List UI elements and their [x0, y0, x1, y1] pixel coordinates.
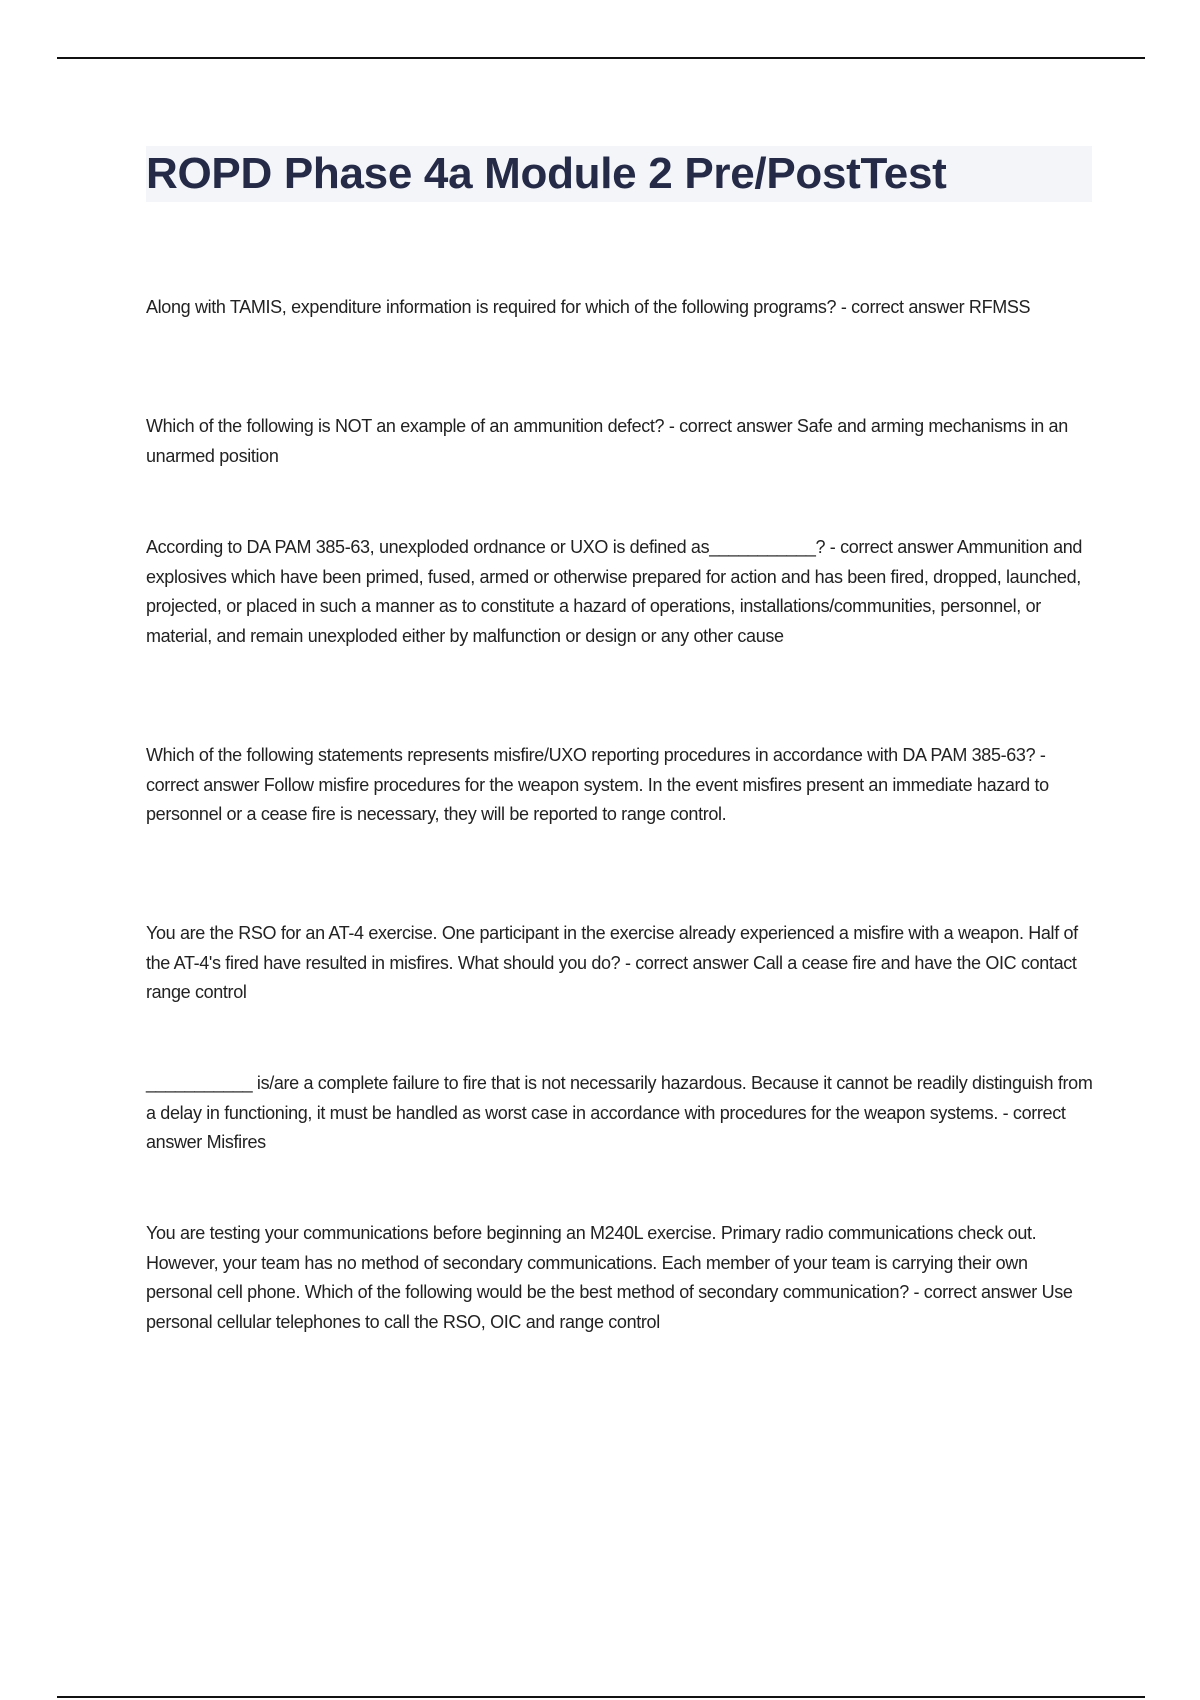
- qa-item: You are testing your communications before beginning an M240L exercise. Primary radio communications check out. However, your team has no method of secondary communications. Each member of your team is carrying their own personal cell phone. Which of the following would be the best method of secondary communication? - correct answer Use personal cellular telephones to call the RSO, OIC and range control: [146, 1223, 1073, 1332]
- page-title: ROPD Phase 4a Module 2 Pre/PostTest: [146, 149, 947, 198]
- footer-rule: [57, 1696, 1145, 1698]
- qa-item: You are the RSO for an AT-4 exercise. One participant in the exercise already experienced a misfire with a weapon. Half of the AT-4's fired have resulted in misfires. What should you do? - correct answer Call a cease fire and have the OIC contact range control: [146, 923, 1078, 1002]
- header-rule: [57, 57, 1145, 59]
- qa-item: According to DA PAM 385-63, unexploded ordnance or UXO is defined as___________? - correct answer Ammunition and explosives which have been primed, fused, armed or otherwise prepared for action and has been fired, dropped, launched, projected, or placed in such a manner as to constitute a hazard of operations, installations/communities, personnel, or material, and remain unexploded either by malfunction or design or any other cause: [146, 537, 1083, 646]
- qa-item: Which of the following statements represents misfire/UXO reporting procedures in accordance with DA PAM 385-63? - correct answer Follow misfire procedures for the weapon system. In the event misfires present an immediate hazard to personnel or a cease fire is necessary, they will be reported to range control.: [146, 745, 1049, 824]
- qa-item: Which of the following is NOT an example of an ammunition defect? - correct answer Safe and arming mechanisms in an unarmed position: [146, 416, 1068, 466]
- qa-item: Along with TAMIS, expenditure information is required for which of the following programs? - correct answer RFMSS: [146, 297, 1031, 317]
- qa-item: ___________ is/are a complete failure to fire that is not necessarily hazardous. Because it cannot be readily distinguish from a delay in functioning, it must be handled as worst case in accordance with procedures for the weapon systems. - correct answer Misfires: [146, 1073, 1093, 1152]
